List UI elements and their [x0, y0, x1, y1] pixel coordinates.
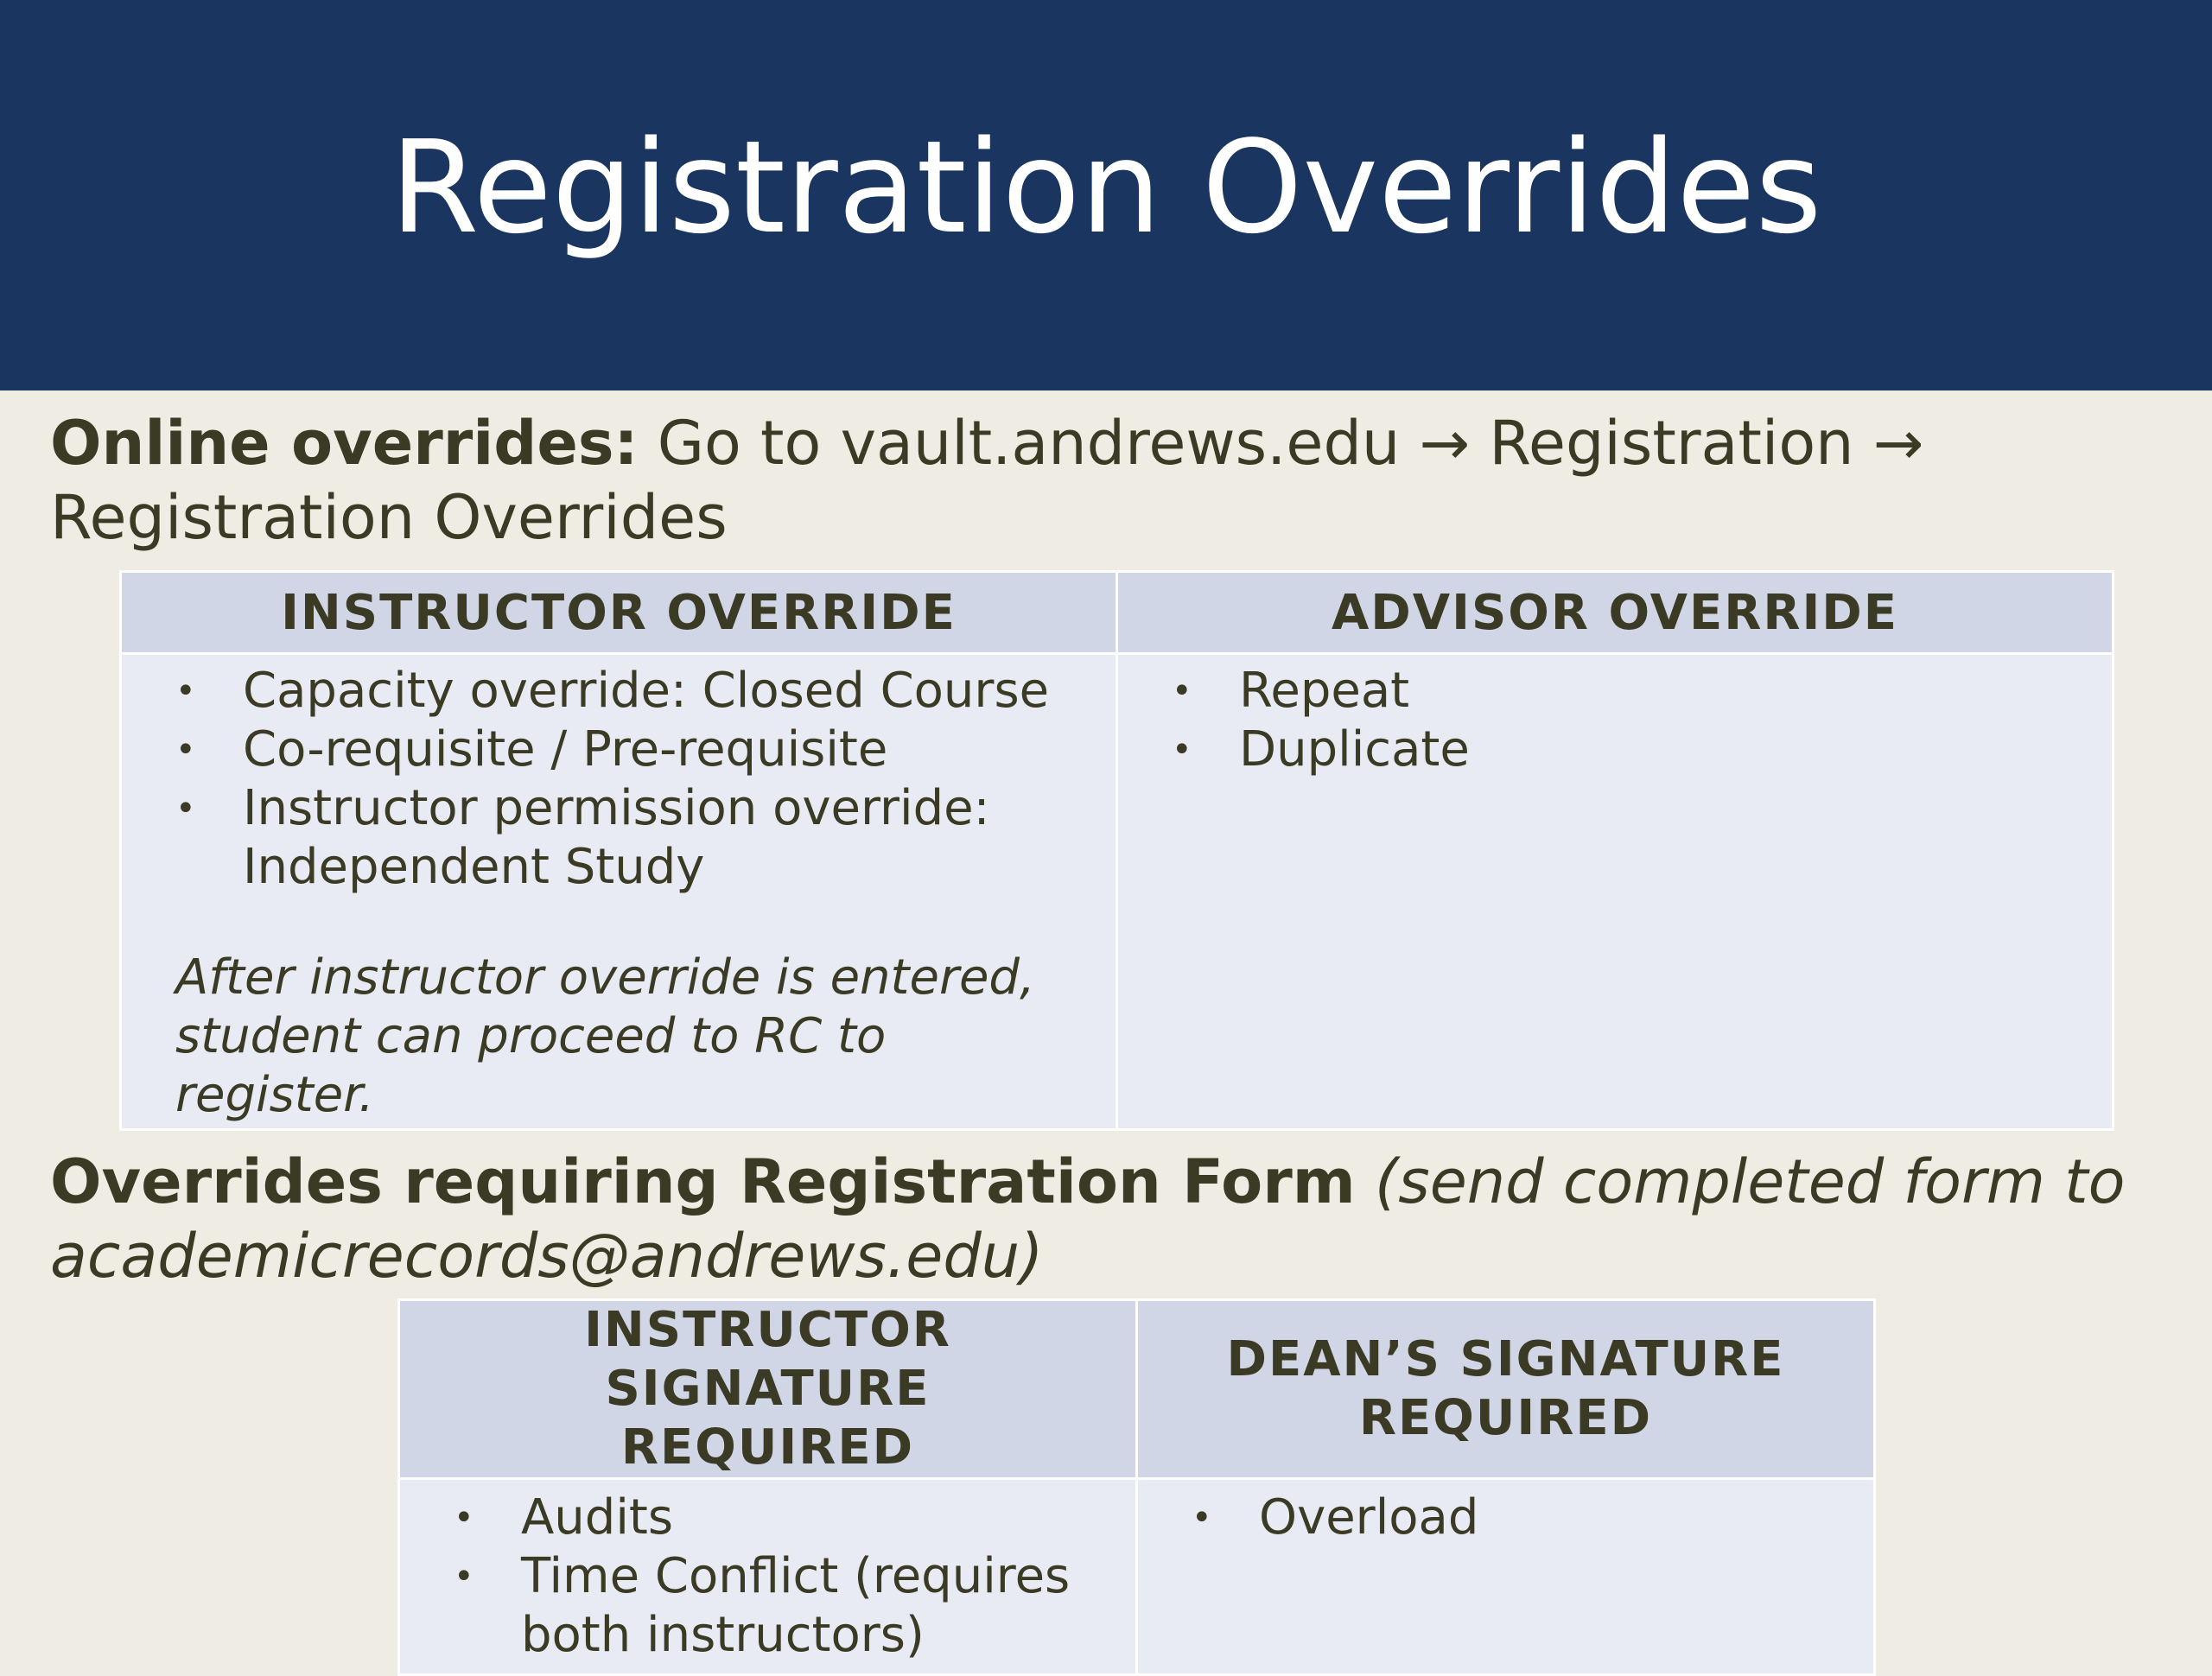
bullet-icon: •	[1192, 1498, 1212, 1538]
online-overrides-text: Go to vault.andrews.edu → Registration → Registration Overrides	[50, 408, 1924, 553]
bullet-icon: •	[175, 730, 196, 770]
list-item: • Capacity override: Closed Course	[175, 663, 1050, 719]
slide-title: Registration Overrides	[390, 113, 1822, 262]
instructor-signature-list	[433, 1489, 1101, 1665]
list-item: • Audits	[454, 1489, 674, 1546]
online-overrides-table	[119, 570, 2114, 1131]
bullet-icon: •	[175, 671, 196, 711]
instructor-signature-cell	[399, 1479, 1137, 1675]
form-overrides-heading: Overrides requiring Registration Form	[50, 1146, 1356, 1217]
dean-signature-cell	[1137, 1479, 1875, 1675]
form-overrides-paragraph	[50, 1145, 2176, 1293]
advisor-override-list	[1151, 662, 2060, 779]
advisor-override-header: ADVISOR OVERRIDE	[1117, 572, 2113, 654]
list-item: • Repeat	[1172, 663, 1410, 719]
list-item: • Co-requisite / Pre-requisite	[175, 721, 888, 778]
bullet-icon: •	[1172, 730, 1192, 770]
online-overrides-paragraph	[50, 406, 2176, 555]
bullet-icon: •	[1172, 671, 1192, 711]
instructor-override-header: INSTRUCTOR OVERRIDE	[121, 572, 1117, 654]
form-overrides-table	[397, 1298, 1876, 1676]
list-item: • Duplicate	[1172, 721, 1470, 778]
list-item: • Instructor permission override: Independent Study	[175, 780, 990, 895]
online-overrides-heading: Online overrides:	[50, 408, 639, 479]
dean-signature-header: DEAN’S SIGNATURE REQUIRED	[1137, 1300, 1875, 1479]
instructor-signature-header: INSTRUCTOR SIGNATURE REQUIRED	[399, 1300, 1137, 1479]
instructor-override-cell	[121, 654, 1117, 1130]
bullet-icon: •	[454, 1557, 474, 1597]
list-item: • Overload	[1192, 1489, 1479, 1546]
form-overrides-text: (send completed form to academicrecords@andrews.edu)	[50, 1146, 2126, 1292]
bullet-icon: •	[454, 1498, 474, 1538]
bullet-icon: •	[175, 789, 196, 828]
dean-signature-list	[1171, 1489, 1839, 1547]
advisor-override-cell	[1117, 654, 2113, 1130]
instructor-override-note: After instructor override is entered, student can proceed to RC to register.	[175, 949, 1035, 1123]
list-item: • Time Conflict (requires both instructors)	[454, 1548, 1071, 1663]
instructor-override-list	[155, 662, 1064, 897]
